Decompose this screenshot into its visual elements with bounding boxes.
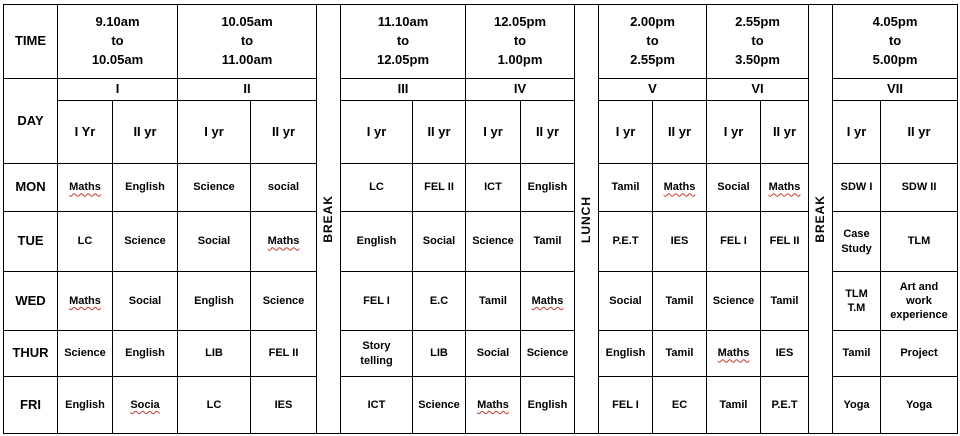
subject-name: Maths (663, 181, 696, 194)
subject-cell (760, 163, 809, 212)
subject-cell (250, 211, 317, 272)
subject-name: ICT (484, 181, 502, 194)
subject-name: Social (717, 181, 750, 194)
subject-name: P.E.T (771, 398, 798, 411)
subject-name: Tamil (842, 347, 871, 360)
subject-name: Tamil (533, 235, 562, 248)
subject-cell (832, 376, 881, 434)
subject-name: English (527, 181, 568, 194)
year-header: I yr (846, 123, 867, 139)
subject-name: SDW II (901, 181, 937, 194)
subject-cell (412, 163, 466, 212)
subject-cell (706, 271, 761, 331)
subject-name: Science (418, 398, 460, 411)
subject-cell (112, 163, 178, 212)
subject-cell (412, 271, 466, 331)
subject-name: Maths (267, 235, 300, 248)
subject-name: ICT (367, 398, 386, 411)
subject-cell (177, 376, 251, 434)
year-header: I yr (366, 123, 387, 139)
year-header-cell (412, 100, 466, 164)
subject-name: SDW I (840, 181, 873, 194)
year-header: II yr (271, 123, 296, 139)
year-header-cell (832, 100, 881, 164)
year-header-cell (652, 100, 707, 164)
subject-name: Science (472, 235, 514, 248)
subject-name: Tamil (611, 181, 640, 194)
slot-time-cell (177, 4, 317, 79)
day-cell (3, 163, 58, 212)
subject-cell (880, 163, 958, 212)
day-label: DAY (17, 112, 44, 128)
subject-cell (112, 271, 178, 331)
subject-name: LIB (430, 347, 448, 360)
subject-cell (250, 330, 317, 377)
subject-name: Science (526, 347, 569, 360)
day-label-cell (3, 78, 58, 164)
subject-cell (598, 376, 653, 434)
subject-name: English (605, 347, 646, 360)
day-name: FRI (20, 396, 41, 412)
subject-name: TLM (907, 235, 931, 248)
subject-name: Tamil (719, 398, 748, 411)
year-header: I yr (615, 123, 636, 139)
year-header-cell (706, 100, 761, 164)
day-name: TUE (17, 233, 44, 249)
break-label: BREAK (320, 195, 335, 243)
year-header: I yr (723, 123, 744, 139)
year-header-cell (250, 100, 317, 164)
subject-cell (112, 211, 178, 272)
subject-cell (177, 163, 251, 212)
subject-cell (250, 376, 317, 434)
subject-name: LIB (205, 347, 223, 360)
year-header-cell (880, 100, 958, 164)
subject-name: Social (609, 294, 642, 307)
year-header-cell (598, 100, 653, 164)
subject-name: IES (670, 235, 689, 248)
slot-time-cell (706, 4, 809, 79)
period-number: I (115, 81, 120, 97)
subject-cell (465, 271, 521, 331)
period-cell (832, 78, 958, 101)
time-label-cell (3, 4, 58, 79)
subject-name: P.E.T (612, 235, 639, 248)
subject-name: Case Study (841, 228, 872, 255)
subject-name: Science (193, 181, 235, 194)
subject-name: LC (369, 181, 384, 194)
year-header: I Yr (74, 123, 96, 139)
break-column (808, 4, 833, 434)
subject-cell (706, 330, 761, 377)
subject-cell (760, 211, 809, 272)
year-header-cell (465, 100, 521, 164)
time-label: TIME (14, 33, 47, 49)
slot-time: 2.55pm to 3.50pm (735, 14, 780, 67)
subject-cell (598, 330, 653, 377)
subject-name: Story telling (360, 340, 393, 367)
slot-time: 10.05am to 11.00am (221, 14, 273, 67)
day-name: THUR (12, 345, 49, 361)
subject-name: FEL I (363, 294, 390, 307)
year-header: II yr (667, 123, 692, 139)
year-header: II yr (427, 123, 451, 139)
subject-name: Yoga (905, 398, 933, 411)
subject-cell (340, 376, 413, 434)
year-header-cell (340, 100, 413, 164)
day-name: MON (15, 179, 46, 195)
subject-cell (112, 376, 178, 434)
subject-cell (652, 163, 707, 212)
subject-cell (706, 211, 761, 272)
subject-cell (340, 211, 413, 272)
subject-cell (706, 163, 761, 212)
subject-name: Tamil (665, 294, 694, 307)
period-number: IV (513, 81, 527, 97)
subject-name: IES (775, 347, 794, 360)
year-header-cell (760, 100, 809, 164)
period-cell (177, 78, 317, 101)
slot-time: 2.00pm to 2.55pm (630, 14, 675, 67)
subject-cell (465, 211, 521, 272)
subject-cell (112, 330, 178, 377)
subject-cell (465, 376, 521, 434)
subject-name: Social (197, 235, 231, 248)
subject-name: Science (64, 347, 106, 360)
period-number: II (243, 81, 251, 97)
lunch-label: LUNCH (578, 195, 593, 243)
year-header: II yr (907, 123, 931, 139)
subject-name: English (527, 398, 568, 411)
subject-cell (880, 271, 958, 331)
subject-name: English (194, 294, 234, 307)
day-cell (3, 211, 58, 272)
subject-cell (520, 330, 575, 377)
subject-cell (520, 271, 575, 331)
subject-name: Social (476, 347, 510, 360)
subject-name: LC (206, 398, 222, 411)
subject-cell (412, 211, 466, 272)
year-header: II yr (133, 123, 157, 139)
subject-name: English (125, 181, 165, 194)
slot-time-cell (57, 4, 178, 79)
subject-name: FEL II (769, 235, 800, 248)
subject-name: Tamil (770, 294, 799, 307)
subject-name: Tamil (665, 347, 694, 360)
break-column (316, 4, 341, 434)
subject-name: Maths (477, 398, 509, 411)
subject-cell (57, 211, 113, 272)
subject-name: EC (671, 398, 688, 411)
year-header: II yr (535, 123, 560, 139)
subject-name: Social (128, 294, 162, 307)
subject-cell (57, 271, 113, 331)
subject-cell (652, 211, 707, 272)
year-header: II yr (772, 123, 797, 139)
period-number: VII (887, 81, 903, 97)
subject-name: English (65, 398, 105, 411)
subject-cell (340, 271, 413, 331)
subject-name: FEL II (424, 181, 454, 194)
break-label: BREAK (812, 195, 827, 243)
subject-cell (706, 376, 761, 434)
slot-time-cell (832, 4, 958, 79)
subject-name: LC (77, 235, 93, 248)
subject-cell (880, 376, 958, 434)
subject-cell (652, 330, 707, 377)
subject-name: Yoga (843, 398, 870, 411)
subject-cell (340, 163, 413, 212)
slot-time-cell (465, 4, 575, 79)
slot-time-cell (598, 4, 707, 79)
period-cell (598, 78, 707, 101)
day-cell (3, 271, 58, 331)
slot-time: 12.05pm to 1.00pm (493, 14, 547, 67)
slot-time-cell (340, 4, 466, 79)
subject-name: social (267, 181, 300, 194)
subject-name: E.C (429, 294, 449, 307)
period-number: III (397, 81, 409, 97)
subject-name: Science (262, 294, 305, 307)
subject-name: Science (124, 235, 166, 248)
subject-name: Social (422, 235, 456, 248)
lunch-column (574, 4, 599, 434)
subject-cell (832, 163, 881, 212)
period-cell (340, 78, 466, 101)
slot-time: 4.05pm to 5.00pm (872, 14, 918, 67)
year-header-cell (520, 100, 575, 164)
subject-cell (598, 163, 653, 212)
subject-cell (832, 211, 881, 272)
subject-cell (652, 271, 707, 331)
subject-name: FEL I (720, 235, 747, 248)
subject-cell (465, 163, 521, 212)
day-cell (3, 376, 58, 434)
subject-name: English (125, 347, 165, 360)
subject-cell (760, 376, 809, 434)
subject-name: Tamil (479, 294, 507, 307)
subject-cell (177, 211, 251, 272)
subject-cell (57, 376, 113, 434)
slot-time: 9.10am to 10.05am (91, 14, 144, 67)
subject-cell (57, 163, 113, 212)
period-cell (706, 78, 809, 101)
subject-cell (520, 376, 575, 434)
subject-cell (880, 330, 958, 377)
year-header: I yr (204, 123, 224, 139)
period-cell (57, 78, 178, 101)
subject-cell (598, 271, 653, 331)
subject-name: English (356, 235, 397, 248)
subject-name: Maths (69, 181, 101, 194)
subject-cell (177, 330, 251, 377)
subject-name: FEL I (612, 398, 639, 411)
year-header-cell (57, 100, 113, 164)
period-number: VI (751, 81, 764, 97)
subject-cell (57, 330, 113, 377)
year-header: I yr (483, 123, 503, 139)
subject-cell (465, 330, 521, 377)
subject-cell (760, 330, 809, 377)
subject-cell (880, 211, 958, 272)
subject-cell (340, 330, 413, 377)
subject-cell (520, 163, 575, 212)
subject-name: Art and work experience (890, 280, 948, 322)
subject-cell (832, 271, 881, 331)
subject-cell (652, 376, 707, 434)
subject-name: Maths (69, 294, 101, 307)
subject-cell (412, 330, 466, 377)
subject-cell (760, 271, 809, 331)
subject-name: Maths (717, 347, 750, 360)
subject-name: TLM T.M (845, 287, 868, 314)
day-name: WED (15, 292, 46, 308)
subject-cell (520, 211, 575, 272)
subject-cell (412, 376, 466, 434)
subject-name: Maths (768, 181, 801, 194)
subject-name: IES (274, 398, 293, 411)
period-number: V (648, 81, 657, 97)
subject-name: FEL II (268, 347, 299, 360)
subject-name: Science (712, 294, 755, 307)
year-header-cell (177, 100, 251, 164)
year-header-cell (112, 100, 178, 164)
subject-cell (598, 211, 653, 272)
subject-name: Project (900, 347, 938, 360)
day-cell (3, 330, 58, 377)
subject-cell (250, 163, 317, 212)
subject-cell (250, 271, 317, 331)
slot-time: 11.10am to 12.05pm (376, 14, 430, 67)
subject-cell (832, 330, 881, 377)
subject-name: Maths (531, 294, 564, 307)
subject-name: Socia (130, 398, 160, 411)
subject-cell (177, 271, 251, 331)
period-cell (465, 78, 575, 101)
